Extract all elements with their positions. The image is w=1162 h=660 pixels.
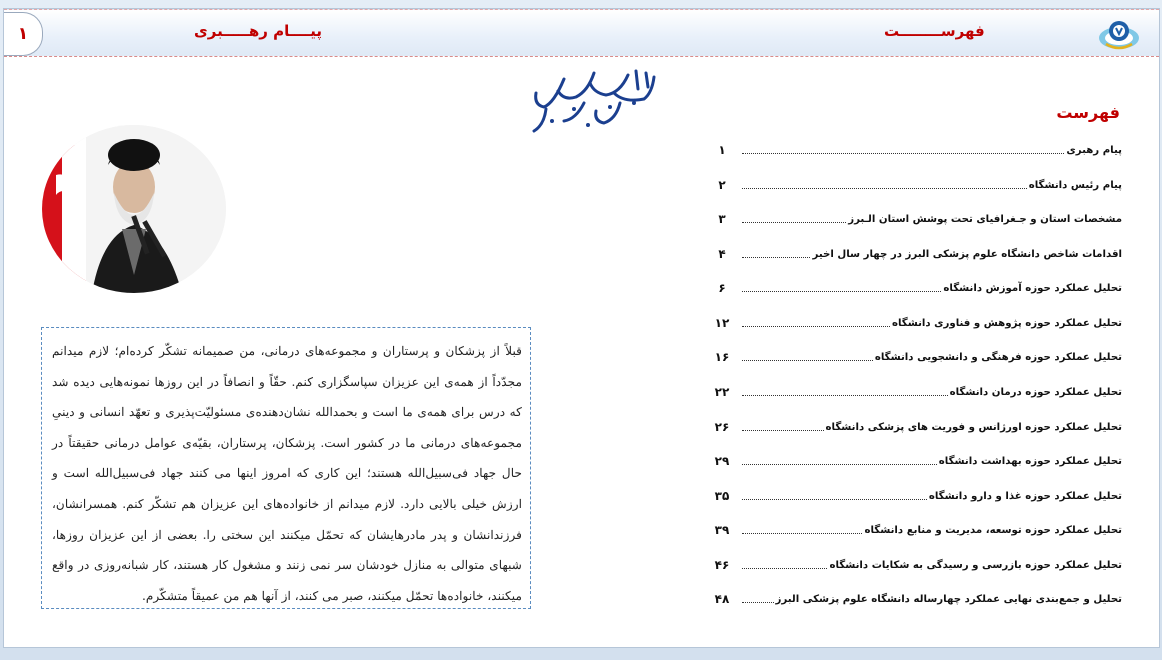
portrait-illustration — [42, 125, 226, 293]
document-sheet — [3, 8, 1160, 648]
toc-leader-dots — [742, 360, 873, 361]
university-logo-icon — [1098, 14, 1140, 54]
toc-item-title: تحلیل عملکرد حوزه درمان دانشگاه — [949, 386, 1122, 398]
toc-leader-dots — [742, 222, 846, 223]
toc-item-title: تحلیل عملکرد حوزه آموزش دانشگاه — [943, 282, 1122, 294]
toc-item-page: ۲ — [718, 178, 726, 192]
toc-item-page: ۴ — [718, 247, 726, 261]
toc-item-title: تحلیل عملکرد حوزه بهداشت دانشگاه — [938, 455, 1122, 467]
toc-leader-dots — [742, 430, 824, 431]
toc-item-title: تحلیل عملکرد حوزه بازرسی و رسیدگی به شکایات دانشگاه — [829, 559, 1122, 571]
page-number-tab — [4, 12, 43, 56]
basmala-calligraphy-icon — [524, 63, 664, 143]
toc-item[interactable] — [704, 521, 1122, 539]
toc-leader-dots — [742, 326, 890, 327]
toc-item-title: تحلیل عملکرد حوزه توسعه، مدیریت و منابع دانشگاه — [864, 524, 1122, 536]
toc-item[interactable] — [704, 383, 1122, 401]
toc-item-page: ۲۹ — [714, 454, 730, 468]
toc-item-page: ۱۶ — [714, 350, 730, 364]
toc-item-page: ۳۵ — [714, 489, 730, 503]
toc-leader-dots — [742, 602, 774, 603]
toc-leader-dots — [742, 499, 927, 500]
toc-item-title: تحلیل عملکرد حوزه پژوهش و فناوری دانشگاه — [891, 317, 1122, 329]
page-header — [4, 9, 1159, 57]
toc-item[interactable] — [704, 210, 1122, 228]
toc-item-title: پیام رئیس دانشگاه — [1028, 179, 1122, 191]
toc-leader-dots — [742, 188, 1027, 189]
leader-message-box — [41, 327, 531, 609]
toc-item-page: ۳۹ — [714, 523, 730, 537]
toc-item[interactable] — [704, 279, 1122, 297]
toc-item-title: تحلیل عملکرد حوزه غذا و دارو دانشگاه — [928, 490, 1122, 502]
toc-item-title: اقدامات شاخص دانشگاه علوم پزشکی البرز در چهار سال اخیر — [812, 248, 1122, 260]
toc-item-page: ۱ — [718, 143, 726, 157]
toc-item[interactable] — [704, 452, 1122, 470]
toc-leader-dots — [742, 533, 862, 534]
toc-leader-dots — [742, 257, 810, 258]
section-title-left: پیــــام رهـــــبری — [194, 22, 322, 40]
toc-item-title: تحلیل و جمع‌بندی نهایی عملکرد چهارساله دانشگاه علوم پزشکی البرز — [775, 593, 1122, 605]
page-number: ۱ — [17, 24, 29, 44]
toc-item-title: پیام رهبری — [1066, 144, 1122, 156]
toc-item[interactable] — [704, 418, 1122, 436]
toc-item-title: تحلیل عملکرد حوزه اورژانس و فوریت های پزشکی دانشگاه — [825, 421, 1122, 433]
toc-item-page: ۴۶ — [714, 558, 730, 572]
toc-item[interactable] — [704, 590, 1122, 608]
toc-item-page: ۶ — [718, 281, 726, 295]
toc-item[interactable] — [704, 348, 1122, 366]
toc-item-title: تحلیل عملکرد حوزه فرهنگی و دانشجویی دانشگاه — [874, 351, 1122, 363]
toc-item-page: ۳ — [718, 212, 726, 226]
toc-item[interactable] — [704, 487, 1122, 505]
toc-item[interactable] — [704, 314, 1122, 332]
toc-item[interactable] — [704, 141, 1122, 159]
toc-item-title: مشخصات استان و جـغرافیای تحت پوشش استان الـبرز — [848, 213, 1122, 225]
leader-message-text: قبلاً از پزشکان و پرستاران و مجموعه‌های درمانی، من صمیمانه تشکّر کرده‌ام؛ لازم میدانم مجدّداً از همه‌ی این عزیزان سپاسگزاری کنم. حقّاً و انصافاً در این روزها نمونه‌هایی دیده شد که درس برای همه‌ی ما است و بحمدالله نشان‌دهنده‌ی مسئولیّت‌پذیری و تعهّد انسانی و دینیِ مجموعه‌های درمانی ما در کشور است. پزشکان، پرستاران، بقیّه‌ی عوامل درمانی حقیقتاً در حال جهاد فی‌سبیل‌الله هستند؛ این کاری که امروز اینها می کنند جهاد فی‌سبیل‌الله است و ارزش خیلی بالایی دارد. لازم میدانم از خانواده‌های این عزیزان هم تشکّر کنم. همسرانشان، فرزندانشان و پدر مادرهایشان که تحمّل میکنند این سختی را. بعضی از این عزیزان روزها، شبهای متوالی به منازل خودشان سر نمی زنند و مشغول کار هستند، کار شبانه‌روزی در واقع میکنند، خانواده‌ها تحمّل میکنند، صبر می کنند، از آنها هم من عمیقاً متشکّرم. — [52, 344, 522, 603]
toc-heading: فهرست — [1056, 103, 1120, 122]
toc-item-page: ۴۸ — [714, 592, 730, 606]
toc-leader-dots — [742, 464, 937, 465]
toc-leader-dots — [742, 568, 827, 569]
toc-leader-dots — [742, 153, 1064, 154]
toc-item-page: ۱۲ — [714, 316, 730, 330]
leader-portrait — [42, 125, 226, 293]
toc-item-page: ۲۶ — [714, 420, 730, 434]
section-title-right: فهرســــــــت — [884, 22, 985, 40]
toc-leader-dots — [742, 291, 941, 292]
toc-item-page: ۲۲ — [714, 385, 730, 399]
toc-item[interactable] — [704, 556, 1122, 574]
toc-leader-dots — [742, 395, 948, 396]
toc-item[interactable] — [704, 245, 1122, 263]
toc-item[interactable] — [704, 176, 1122, 194]
